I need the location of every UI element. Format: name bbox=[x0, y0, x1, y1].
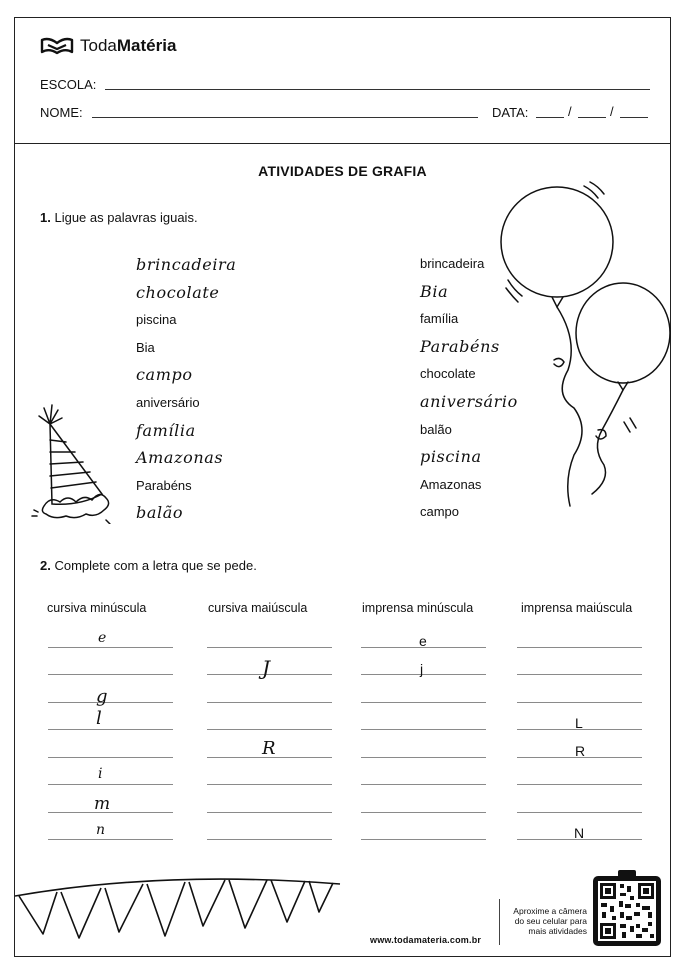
word-item: família bbox=[420, 311, 459, 327]
word-item: aniversário bbox=[420, 392, 518, 411]
date-month-line bbox=[578, 117, 606, 118]
letter-print-upper: L bbox=[575, 715, 583, 731]
writing-line bbox=[207, 784, 332, 785]
writing-line bbox=[361, 812, 486, 813]
date-separator: / bbox=[610, 104, 614, 119]
word-item: família bbox=[136, 420, 196, 440]
school-label: ESCOLA: bbox=[40, 77, 97, 92]
word-item: balão bbox=[420, 421, 452, 437]
letter-cursive-lower: n bbox=[96, 822, 106, 838]
word-item: piscina bbox=[136, 312, 177, 328]
footer-divider bbox=[499, 899, 500, 945]
writing-line bbox=[361, 784, 486, 785]
letter-print-upper: R bbox=[575, 743, 586, 759]
word-item: brincadeira bbox=[420, 256, 485, 271]
qr-caption: Aproxime a câmera do seu celular para mais atividades bbox=[513, 906, 587, 936]
writing-line bbox=[48, 784, 173, 785]
writing-line bbox=[48, 757, 173, 758]
word-item: Bia bbox=[136, 339, 155, 355]
writing-line bbox=[207, 729, 332, 730]
letter-print-upper: N bbox=[574, 825, 585, 841]
school-line bbox=[105, 89, 650, 90]
page-title: ATIVIDADES DE GRAFIA bbox=[258, 163, 427, 179]
word-item: balão bbox=[136, 503, 184, 523]
letter-cursive-lower: m bbox=[94, 794, 111, 814]
word-item: campo bbox=[136, 365, 193, 385]
writing-line bbox=[517, 702, 642, 703]
letter-cursive-upper: R bbox=[262, 738, 277, 759]
writing-line bbox=[361, 757, 486, 758]
header-divider bbox=[14, 143, 671, 144]
name-label: NOME: bbox=[40, 105, 83, 120]
letter-cursive-upper: J bbox=[262, 656, 271, 680]
writing-line bbox=[361, 702, 486, 703]
name-line bbox=[92, 117, 478, 118]
letter-cursive-lower: i bbox=[98, 766, 104, 782]
writing-line bbox=[207, 812, 332, 813]
brand-name: TodaMatéria bbox=[80, 36, 177, 55]
date-day-line bbox=[536, 117, 564, 118]
letter-print-lower: e bbox=[419, 633, 427, 649]
question-1: 1. Ligue as palavras iguais. bbox=[40, 210, 198, 225]
writing-line bbox=[517, 647, 642, 648]
word-item: Bia bbox=[420, 281, 449, 301]
writing-line bbox=[517, 812, 642, 813]
letter-cursive-lower: l bbox=[96, 708, 103, 729]
column-header-print-upper: imprensa maiúscula bbox=[521, 601, 633, 615]
column-header-cursive-upper: cursiva maiúscula bbox=[208, 601, 308, 615]
writing-line bbox=[361, 729, 486, 730]
date-label: DATA: bbox=[492, 105, 529, 120]
letter-cursive-lower: g bbox=[96, 686, 109, 707]
column-header-cursive-lower: cursiva minúscula bbox=[47, 601, 147, 615]
word-item: Amazonas bbox=[136, 448, 224, 468]
brand-logo-icon bbox=[40, 36, 74, 56]
word-item: chocolate bbox=[136, 282, 220, 302]
word-item: Parabéns bbox=[420, 336, 500, 356]
word-item: chocolate bbox=[420, 366, 476, 382]
balloons-illustration bbox=[494, 180, 679, 510]
word-item: Amazonas bbox=[420, 476, 482, 492]
word-item: piscina bbox=[420, 447, 482, 467]
letter-print-lower: j bbox=[420, 661, 424, 677]
writing-line bbox=[361, 674, 486, 675]
letter-cursive-lower: e bbox=[98, 630, 107, 646]
question-2: 2. Complete com a letra que se pede. bbox=[40, 558, 257, 573]
writing-line bbox=[48, 647, 173, 648]
writing-line bbox=[361, 839, 486, 840]
word-item: Parabéns bbox=[136, 477, 192, 493]
writing-line bbox=[207, 647, 332, 648]
brand-logo bbox=[40, 36, 176, 56]
writing-line bbox=[207, 702, 332, 703]
date-separator: / bbox=[568, 104, 572, 119]
column-header-print-lower: imprensa minúscula bbox=[362, 601, 474, 615]
date-year-line bbox=[620, 117, 648, 118]
writing-line bbox=[48, 839, 173, 840]
writing-line bbox=[48, 702, 173, 703]
word-item: brincadeira bbox=[136, 255, 237, 274]
footer-url[interactable]: www.todamateria.com.br bbox=[370, 935, 482, 945]
party-hat-illustration bbox=[30, 402, 112, 524]
word-item: aniversário bbox=[136, 395, 200, 410]
writing-line bbox=[207, 839, 332, 840]
writing-line bbox=[48, 729, 173, 730]
word-item: campo bbox=[420, 504, 460, 520]
writing-line bbox=[517, 674, 642, 675]
bunting-illustration bbox=[15, 866, 345, 946]
qr-code-icon[interactable] bbox=[592, 868, 662, 948]
writing-line bbox=[48, 674, 173, 675]
writing-line bbox=[517, 784, 642, 785]
